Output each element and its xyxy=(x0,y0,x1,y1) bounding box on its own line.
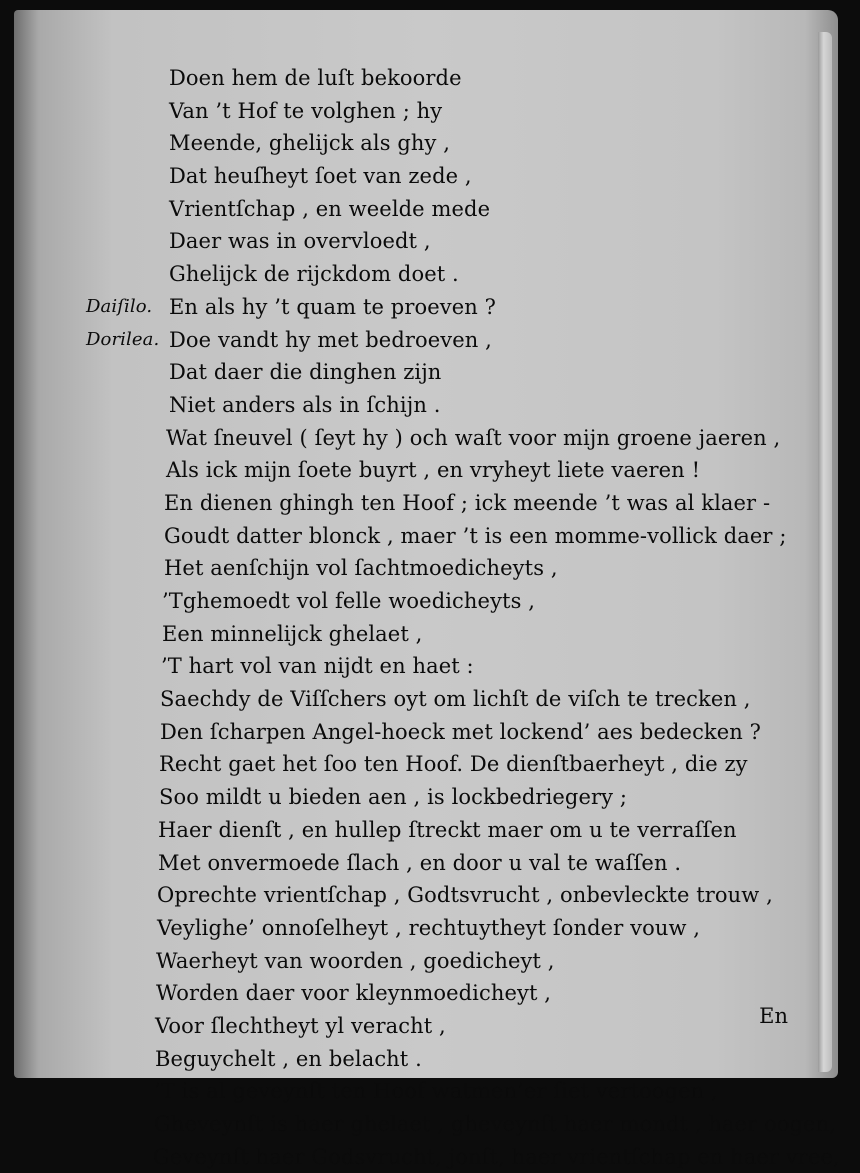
verse-line xyxy=(14,945,838,978)
verse-text: ’T hart vol van nijdt en haet : xyxy=(161,654,474,679)
speaker-name: Daiſilo. xyxy=(86,295,153,317)
verse-line xyxy=(14,748,838,781)
verse-text: Waerheyt van woorden , goedicheyt , xyxy=(156,948,555,973)
verse-line xyxy=(14,879,838,912)
verse-line xyxy=(14,356,838,389)
verse-text: Als ick mijn ſoete buyrt , en vryheyt liete vaeren ! xyxy=(166,458,701,483)
verse-line xyxy=(14,422,838,455)
verse-line xyxy=(14,781,838,814)
verse-line xyxy=(14,847,838,880)
verse-text-block xyxy=(14,62,838,1173)
verse-text: Daer was in overvloedt , xyxy=(169,229,431,254)
verse-line xyxy=(14,225,838,258)
verse-line xyxy=(14,487,838,520)
verse-text: Den ſcharpen Angel-hoeck met lockend’ aes bedecken ? xyxy=(160,719,762,744)
verse-line xyxy=(14,1075,838,1108)
verse-text: Vrientſchap , en weelde mede xyxy=(169,196,491,221)
verse-line xyxy=(14,1141,838,1173)
verse-line xyxy=(14,716,838,749)
verse-line xyxy=(14,912,838,945)
verse-line xyxy=(14,291,838,324)
verse-text: Worden daer voor kleynmoedicheyt , xyxy=(156,981,552,1006)
verse-text: Doe vandt hy met bedroeven , xyxy=(169,327,492,352)
verse-text: Dat heuſheyt ſoet van zede , xyxy=(169,164,472,189)
verse-text: Soo mildt u bieden aen , is lockbedriegery ; xyxy=(159,785,628,810)
verse-text: Beguychelt , en belacht . xyxy=(155,1046,422,1071)
verse-text: Goudt datter blonck , maer ’t is een momme-vollick daer ; xyxy=(164,523,787,548)
verse-text: Gheveynſt is haer ghelaet , gheveynſt haer mondt , haer oogen, xyxy=(154,1112,837,1136)
verse-text: Meende, ghelijck als ghy , xyxy=(169,131,451,156)
verse-line xyxy=(14,127,838,160)
verse-text: Niet anders als in ſchijn . xyxy=(169,392,441,417)
verse-text: Veylighe’ onnoſelheyt , rechtuytheyt ſonder vouw , xyxy=(157,915,701,940)
verse-line xyxy=(14,683,838,716)
verse-line xyxy=(14,1043,838,1076)
verse-text: ’Tghemoedt vol felle woedicheyts , xyxy=(162,589,536,613)
verse-line xyxy=(14,520,838,553)
verse-text: Haer dienſt , en hullep ſtreckt maer om u te verraſſen xyxy=(158,817,737,842)
verse-line xyxy=(14,324,838,357)
verse-text: Van ’t Hof te volghen ; hy xyxy=(169,98,443,123)
verse-text: Dat daer die dinghen zijn xyxy=(169,360,442,385)
verse-text: En dienen ghingh ten Hoof ; ick meende ’t was al klaer - xyxy=(164,490,771,515)
verse-text: Ghelijck de rijckdom doet . xyxy=(169,262,459,287)
speaker-name: Dorilea. xyxy=(86,328,160,350)
verse-line xyxy=(14,160,838,193)
verse-text: Een minnelijck ghelaet , xyxy=(162,621,423,646)
verse-line xyxy=(14,454,838,487)
verse-line xyxy=(14,650,838,683)
verse-text: En als hy ’t quam te proeven ? xyxy=(169,294,496,319)
verse-line xyxy=(14,1108,838,1141)
verse-line xyxy=(14,193,838,226)
verse-line xyxy=(14,585,838,618)
verse-line xyxy=(14,389,838,422)
verse-line xyxy=(14,95,838,128)
verse-text: Doen hem de luſt bekoorde xyxy=(169,66,462,90)
verse-text: ’T is al geveynſt ten Hoof watmen’er ſiet vertoogen , xyxy=(154,1079,718,1104)
verse-text: Het aenſchijn vol ſachtmoedicheyts , xyxy=(164,556,558,581)
verse-line xyxy=(14,1010,838,1043)
verse-text: Oprechte vrientſchap , Godtsvrucht , onbevleckte trouw , xyxy=(157,883,773,908)
verse-line xyxy=(14,62,838,95)
verse-line xyxy=(14,618,838,651)
verse-line xyxy=(14,814,838,847)
verse-text: Geveynſt haer Godsvrucht, jonſt, haer vrientſchap en haer vree, xyxy=(153,1144,840,1169)
verse-line xyxy=(14,977,838,1010)
book-page xyxy=(14,10,840,1169)
verse-text: Saechdy de Viſſchers oyt om lichſt de viſch te trecken , xyxy=(160,687,751,712)
verse-text: Met onvermoede ſlach , en door u val te waſſen . xyxy=(158,850,682,875)
verse-text: Recht gaet het ſoo ten Hoof. De dienſtbaerheyt , die zy xyxy=(159,752,748,777)
verse-text: Voor ſlechtheyt yl veracht , xyxy=(155,1013,446,1038)
catchword: En xyxy=(759,1004,788,1028)
verse-line xyxy=(14,552,838,585)
verse-text: Wat ſneuvel ( ſeyt hy ) och waſt voor mijn groene jaeren , xyxy=(166,425,781,450)
verse-line xyxy=(14,258,838,291)
